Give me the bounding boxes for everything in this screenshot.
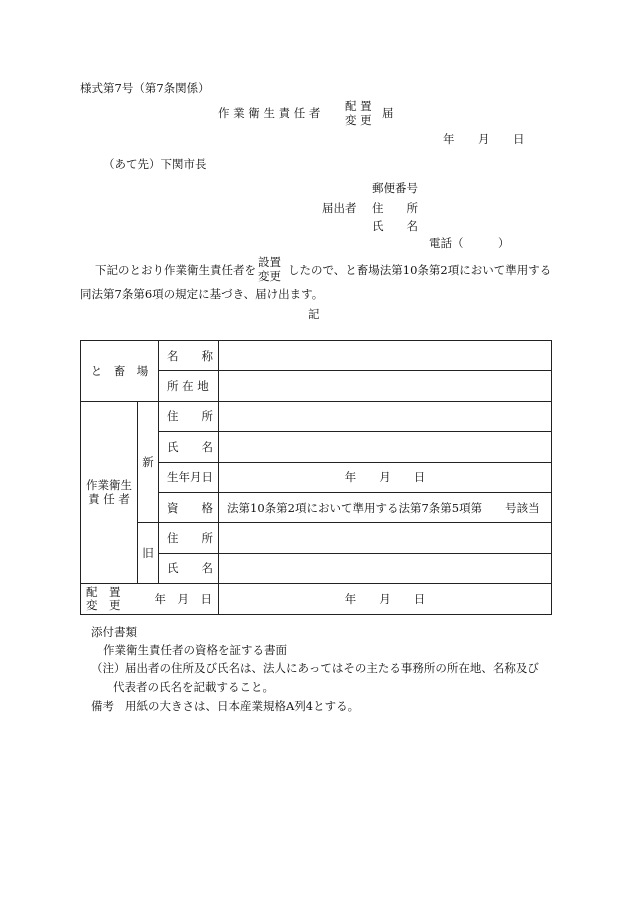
notification-table bbox=[80, 340, 552, 615]
old-address-label: 住 所 bbox=[159, 523, 219, 553]
remarks-text: 用紙の大きさは、日本産業規格A列4とする。 bbox=[125, 699, 360, 713]
slaughterhouse-name-label: 名 称 bbox=[159, 341, 219, 371]
new-birthdate-label: 生年月日 bbox=[159, 462, 219, 492]
new-qualification-field[interactable]: 法第10条第2項において準用する法第7条第5項第 号該当 bbox=[219, 492, 552, 522]
change-date-label-stack bbox=[86, 586, 121, 612]
date-year: 年 bbox=[443, 132, 455, 146]
remarks-label: 備考 bbox=[91, 699, 114, 713]
new-address-field[interactable] bbox=[219, 401, 552, 431]
note-label: （注） bbox=[91, 661, 126, 675]
postal-code-label: 郵便番号 bbox=[372, 181, 418, 195]
change-date-field[interactable]: 年 月 日 bbox=[219, 584, 552, 614]
old-address-field[interactable] bbox=[219, 523, 552, 553]
attachments-heading: 添付書類 bbox=[91, 625, 137, 639]
body-line2: 同法第7条第6項の規定に基づき、届け出ます。 bbox=[80, 287, 324, 301]
new-name-field[interactable] bbox=[219, 432, 552, 462]
table-row bbox=[81, 341, 552, 371]
addressee: （あて先）下関市長 bbox=[103, 157, 207, 171]
old-name-field[interactable] bbox=[219, 553, 552, 583]
table-row bbox=[81, 523, 552, 553]
slaughterhouse-name-field[interactable] bbox=[219, 341, 552, 371]
change-date-label-top: 配 置 bbox=[86, 584, 121, 599]
old-name-label: 氏 名 bbox=[159, 553, 219, 583]
body-line1-before: 下記のとおり作業衛生責任者を bbox=[95, 263, 256, 277]
date-day: 日 bbox=[513, 132, 525, 146]
ki-heading: 記 bbox=[308, 307, 320, 321]
new-birthdate-field[interactable]: 年 月 日 bbox=[219, 462, 552, 492]
body-option-bottom: 変更 bbox=[258, 269, 281, 283]
form-title: 作 業 衛 生 責 任 者 bbox=[218, 106, 321, 120]
manager-label bbox=[81, 401, 138, 583]
applicant-role-label: 届出者 bbox=[322, 201, 357, 215]
change-date-label bbox=[81, 584, 219, 614]
title-option-bottom: 変 更 bbox=[345, 113, 372, 127]
old-label: 旧 bbox=[138, 523, 159, 584]
table-row bbox=[81, 584, 552, 614]
body-option-top: 設置 bbox=[258, 255, 281, 269]
change-date-label-bottom: 変 更 bbox=[86, 597, 121, 612]
applicant-address-label: 住 所 bbox=[372, 201, 418, 215]
title-suffix: 届 bbox=[382, 106, 394, 120]
slaughterhouse-location-label: 所 在 地 bbox=[159, 371, 219, 401]
note-line2: 代表者の氏名を記載すること。 bbox=[113, 680, 274, 694]
title-option-stack bbox=[345, 99, 372, 127]
new-qualification-label: 資 格 bbox=[159, 492, 219, 522]
new-address-label: 住 所 bbox=[159, 401, 219, 431]
manager-label-line1: 作業衛生 bbox=[86, 478, 132, 493]
note-line1: 届出者の住所及び氏名は、法人にあってはその主たる事務所の所在地、名称及び bbox=[125, 661, 539, 675]
applicant-name-label: 氏 名 bbox=[372, 219, 418, 233]
form-number: 様式第7号（第7条関係） bbox=[80, 81, 210, 95]
body-option-stack bbox=[258, 255, 281, 283]
slaughterhouse-location-field[interactable] bbox=[219, 371, 552, 401]
slaughterhouse-label: と 畜 場 bbox=[81, 341, 159, 402]
manager-label-line2: 責 任 者 bbox=[88, 492, 130, 507]
new-label: 新 bbox=[138, 401, 159, 523]
applicant-phone-label: 電話（ ） bbox=[429, 236, 510, 250]
attachments-item: 作業衛生責任者の資格を証する書面 bbox=[103, 643, 287, 657]
title-option-top: 配 置 bbox=[345, 99, 372, 113]
new-name-label: 氏 名 bbox=[159, 432, 219, 462]
date-month: 月 bbox=[478, 132, 490, 146]
table-row bbox=[81, 401, 552, 431]
change-date-label-suffix: 年 月 日 bbox=[154, 591, 212, 606]
body-line1-after: したので、と畜場法第10条第2項において準用する bbox=[288, 263, 552, 277]
